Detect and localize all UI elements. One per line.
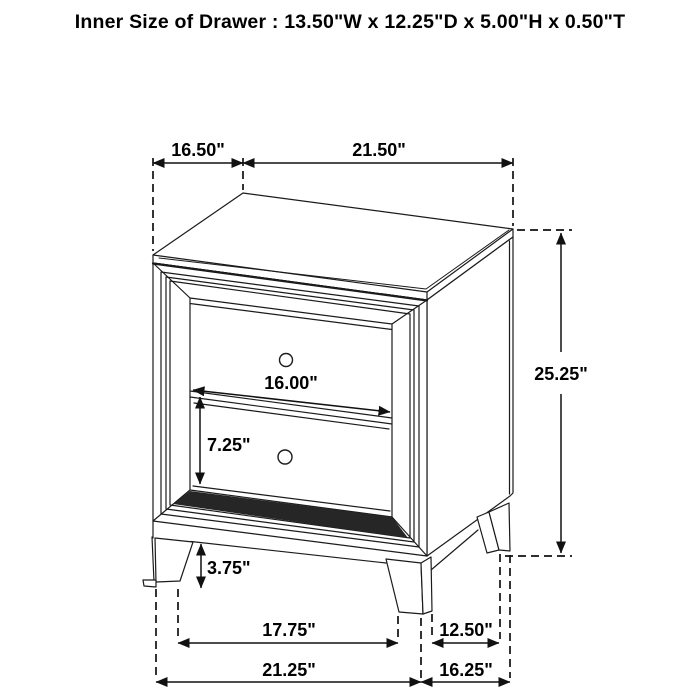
dimension-top-width (243, 140, 513, 163)
dimension-overall-height (534, 233, 588, 553)
nightstand-drawing (143, 193, 513, 614)
page-title: Inner Size of Drawer : 13.50"W x 12.25"D x 5.00"H x 0.50"T (74, 11, 626, 33)
dimension-base-depth (421, 660, 510, 682)
dim-label-base-width: 21.25" (262, 660, 316, 680)
dim-label-front-leg-spacing: 17.75" (262, 620, 316, 640)
back-left-foot-tip (143, 580, 156, 587)
dim-label-leg-height: 3.75" (207, 558, 251, 578)
dim-label-drawer-width: 16.00" (264, 373, 318, 393)
bottom-drawer-knob (278, 450, 292, 464)
front-left-leg-face (155, 538, 193, 582)
dim-label-drawer-front-height: 7.25" (207, 435, 251, 455)
front-right-leg (386, 557, 432, 614)
dim-label-side-leg-spacing: 12.50" (439, 620, 493, 640)
front-right-leg-side (421, 557, 432, 614)
front-left-leg-outer-edge (152, 537, 154, 582)
top-drawer-knob (280, 354, 293, 367)
dim-label-base-depth: 16.25" (439, 660, 493, 680)
dimension-base-width (156, 660, 421, 682)
front-left-leg (143, 537, 193, 587)
front-right-leg-face (386, 559, 423, 614)
dimension-leg-height (201, 544, 251, 588)
dim-label-overall-height: 25.25" (534, 364, 588, 384)
dimension-side-leg-spacing (432, 620, 499, 643)
dimension-top-depth (153, 140, 243, 163)
dim-label-top-width: 21.50" (352, 140, 406, 160)
dim-label-top-depth: 16.50" (171, 140, 225, 160)
dimension-front-leg-spacing (178, 620, 398, 643)
cabinet-front-frame (153, 263, 427, 556)
